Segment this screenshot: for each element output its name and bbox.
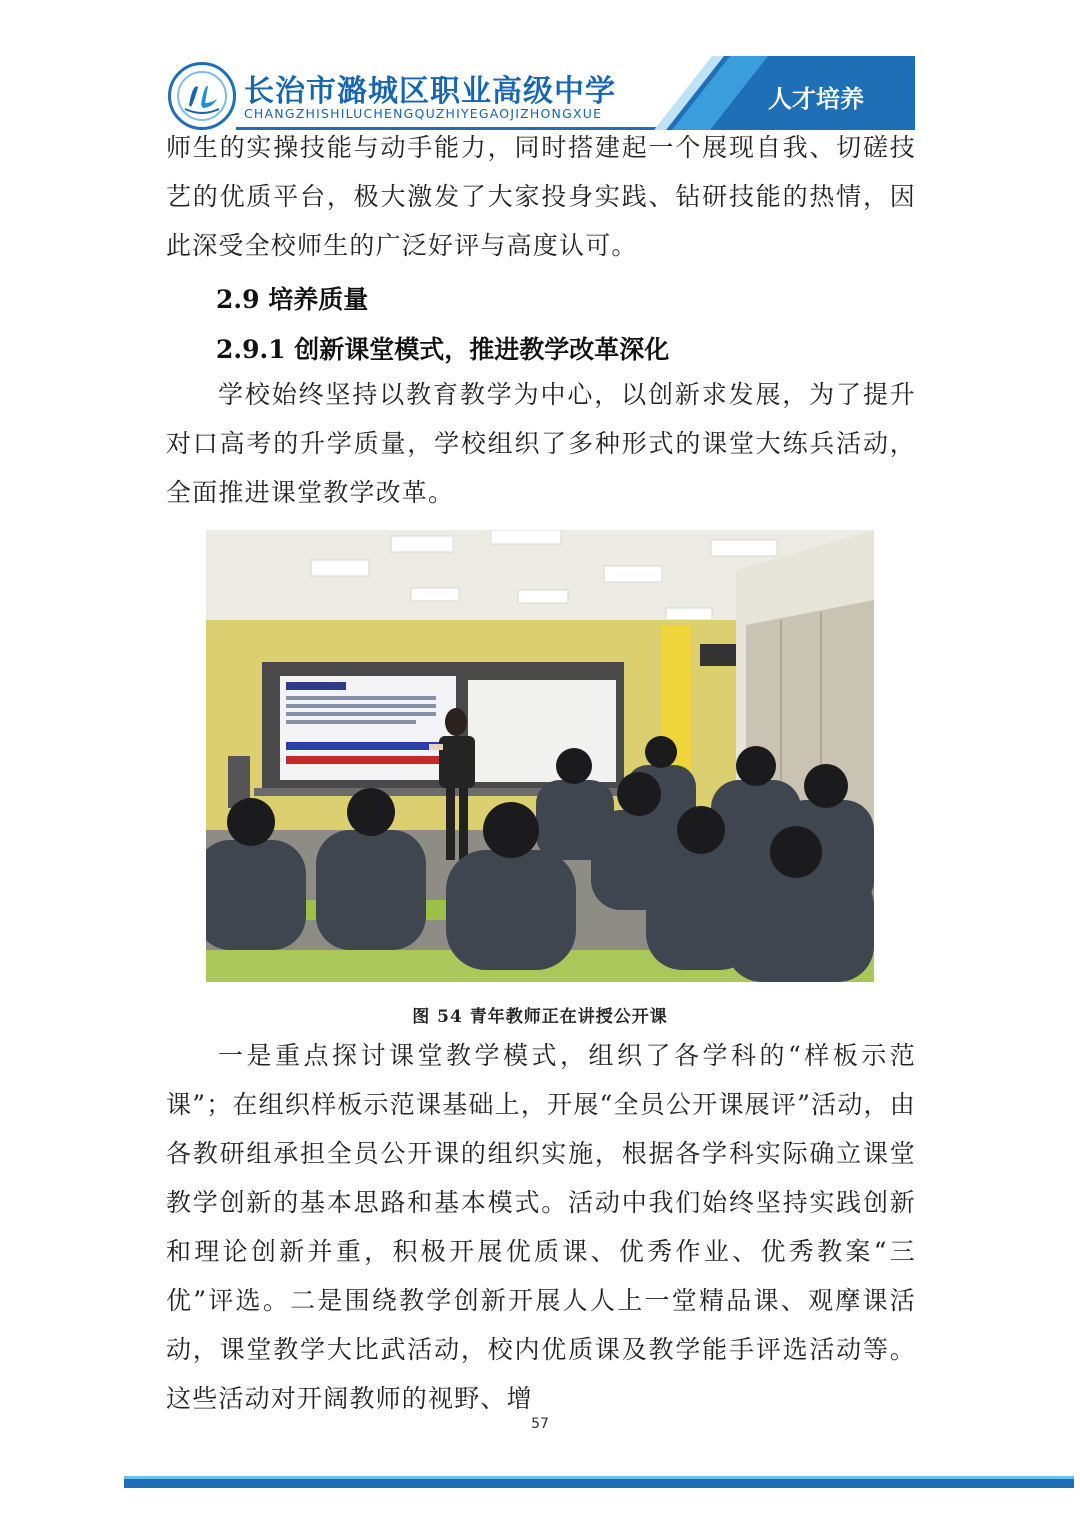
school-name: 长治市潞城区职业高级中学 <box>244 74 616 109</box>
section-heading: 2.9 培养质量 <box>216 285 369 314</box>
paragraph-continued: 师生的实操技能与动手能力，同时搭建起一个展现自我、切磋技艺的优质平台，极大激发了大家投身实践、钻研技能的热情，因此深受全校师生的广泛好评与高度认可。 <box>166 133 916 260</box>
footer-bar <box>124 1476 1074 1488</box>
page-header <box>0 0 1080 135</box>
school-logo <box>168 62 236 130</box>
paragraph-activities: 一是重点探讨课堂教学模式，组织了各学科的“样板示范课”；在组织样板示范课基础上，开展“全员公开课展评”活动，由各教研组承担全员公开课的组织实施，根据各学科实际确立课堂教学创新的基本思路和基本模式。活动中我们始终坚持实践创新和理论创新并重，积极开展优质课、优秀作业、优秀教案“三优”评选。二是围绕教学创新开展人人上一堂精品课、观摩课活动，课堂教学大比武活动，校内优质课及教学能手评选活动等。这些活动对开阔教师的视野、增 <box>166 1041 916 1413</box>
paragraph-intro: 学校始终坚持以教育教学为中心，以创新求发展，为了提升对口高考的升学质量，学校组织了多种形式的课堂大练兵活动，全面推进课堂教学改革。 <box>166 380 916 507</box>
school-logo-emblem-icon <box>171 65 233 127</box>
page-number: 57 <box>531 1416 549 1432</box>
subsection-heading: 2.9.1 创新课堂模式，推进教学改革深化 <box>216 335 670 364</box>
school-name-pinyin: CHANGZHISHILUCHENGQUZHIYEGAOJIZHONGXUE <box>244 106 603 121</box>
section-label: 人才培养 <box>768 85 864 113</box>
classroom-photo-image <box>206 530 874 982</box>
classroom-photo <box>206 530 874 982</box>
figure-caption: 图 54 青年教师正在讲授公开课 <box>412 1007 668 1027</box>
